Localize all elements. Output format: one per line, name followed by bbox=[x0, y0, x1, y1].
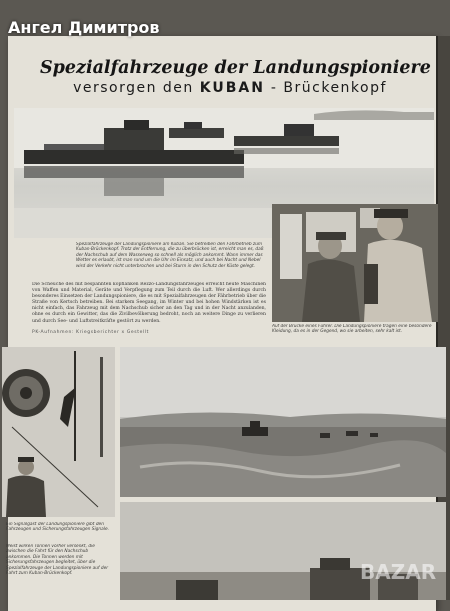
ferry-caption: Spezialfahrzeuge der Landungspioniere am Kuban. Sie betreiben den Fährbetrieb zum Kuban-Brückenkopf. Trotz der Entfernung, die zu überbrücken ist, erreicht man es, daß der Nachschub auf dem Wasserweg so schnell als möglich ankommt. Wann immer das Wetter es erlaubt, ist man rund um die Uhr im Einsatz, und auch bei Nacht und Nebel wird der Verkehr nicht unterbrochen und bei Sturm in den Schutz der Küste gelegt. bbox=[76, 242, 264, 269]
subtitle-suffix: - Brückenkopf bbox=[270, 80, 387, 96]
article-title: Spezialfahrzeuge der Landungspioniere bbox=[40, 58, 431, 78]
subtitle-kuban: KUBAN bbox=[199, 80, 265, 96]
subtitle-prefix: versorgen den bbox=[73, 80, 194, 96]
signalman-photo bbox=[2, 347, 115, 517]
seller-name: Ангел Димитров bbox=[8, 18, 160, 37]
photo-credit: PK-Aufnahmen: Kriegsberichter x Gestellt bbox=[32, 330, 150, 335]
cabin-photo-image bbox=[272, 204, 438, 322]
article-body-text: Die Scheuche des mit bespannten kopflanken Rezzo-Landungsfahrzeuges erreicht heute Maschinen von Waffen und Material, Geräte und Verpflegung zum Teil durch die Luft. Wer allerdings durch besonderes Einsetzen der Landungspioniere, die es mit Spezialfahrzeugen der Fährbetrieb über die Straße von Kertsch betreiben. Bei starkem Seegang, im Winter und bei hohen Windstärken ist es nicht einfach, das Fahrzeug mit dem Nachschub sicher an den Tag und in der Nacht anzulanden, ohne es durch ein Gewitter, das die Zivilbevölkerung bedroht, noch an weitere Dinge zu verlieren und durch See- und Luftstreitkräfte gestört zu werden. bbox=[32, 282, 266, 324]
left-column-caption: Meist wirken Tonnen vorher versenkt, die zwischen die Fahrt für den Nachschub ankommen. Die Tonnen werden mit Sicherungsfahrzeugen begleitet, über die Spezialfahrzeuge der Landungspioniere auf der Fahrt zum Kuban-Brückenkopf. bbox=[6, 544, 109, 577]
cabin-photo bbox=[272, 204, 438, 322]
trucks-photo-image bbox=[120, 502, 446, 600]
sea-convoy-photo bbox=[120, 347, 446, 497]
cabin-caption: Auf der Brücke eines Führer. Die Landungspioniere tragen eine besondere Kleidung, da es in der Gegend, wo sie arbeiten, sehr kalt ist. bbox=[272, 324, 432, 335]
bazar-watermark: BAZAR bbox=[360, 560, 437, 584]
trucks-photo bbox=[120, 502, 446, 600]
signal-caption: Ein Signalgast der Landungspioniere gibt den Fahrzeugen und Sicherungsfahrzeugen Signale. bbox=[6, 522, 109, 533]
article-subtitle bbox=[40, 80, 420, 96]
signalman-photo-image bbox=[2, 347, 115, 517]
sea-convoy-photo-image bbox=[120, 347, 446, 497]
